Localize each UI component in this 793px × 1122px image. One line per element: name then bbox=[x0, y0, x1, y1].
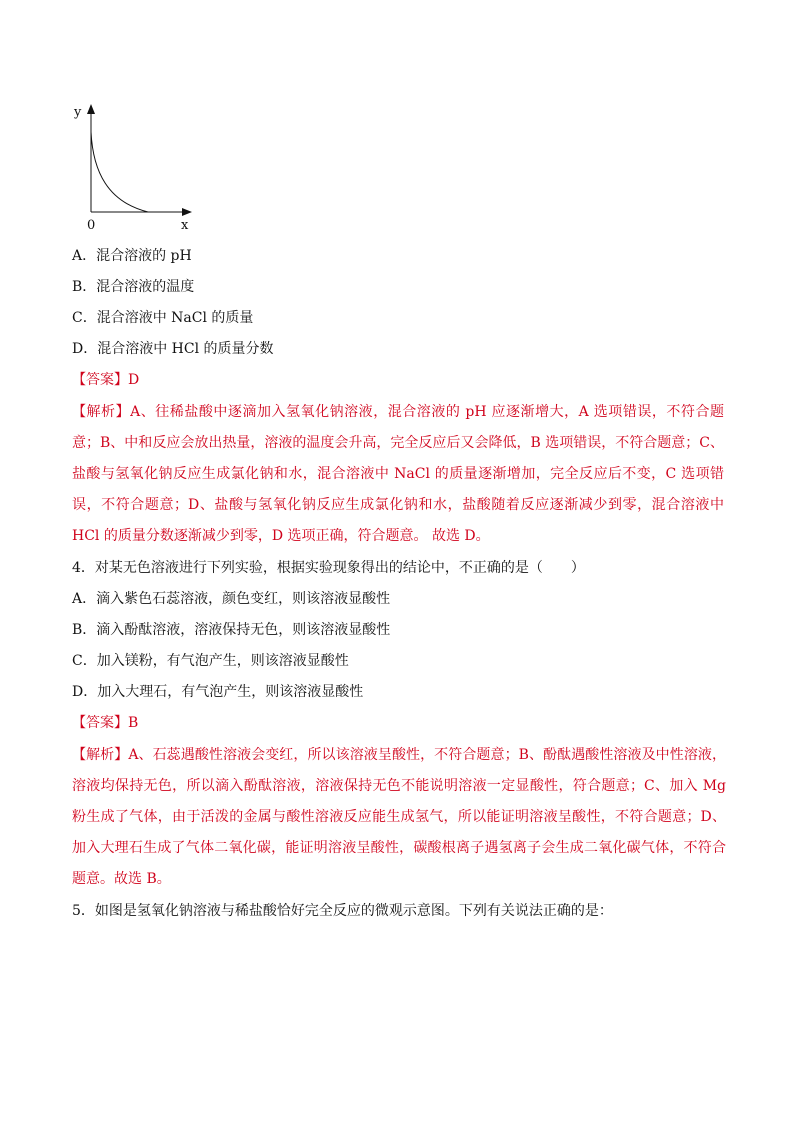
x-axis-arrow bbox=[182, 208, 192, 216]
q4-option-a: A．滴入紫色石蕊溶液，颜色变红，则该溶液显酸性 bbox=[72, 591, 391, 607]
y-axis-arrow bbox=[87, 104, 95, 114]
decreasing-curve bbox=[91, 132, 148, 212]
origin-label: 0 bbox=[87, 218, 96, 233]
q3-option-b: B．混合溶液的温度 bbox=[72, 279, 195, 295]
decreasing-curve-graph bbox=[70, 100, 200, 235]
q4-option-d: D．加入大理石，有气泡产生，则该溶液显酸性 bbox=[72, 684, 364, 700]
q3-answer: 【答案】D bbox=[72, 372, 140, 388]
q4-answer: 【答案】B bbox=[72, 715, 139, 731]
q5-stem: 5．如图是氢氧化钠溶液与稀盐酸恰好完全反应的微观示意图。下列有关说法正确的是： bbox=[72, 903, 613, 919]
q3-option-a: A．混合溶液的 pH bbox=[72, 248, 192, 264]
q4-analysis: 【解析】A、石蕊遇酸性溶液会变红，所以该溶液呈酸性，不符合题意；B、酚酞遇酸性溶液及中性溶液，溶液均保持无色，所以滴入酚酞溶液，溶液保持无色不能说明溶液一定显酸性，符合题意；C、加入 Mg 粉生成了气体，由于活泼的金属与酸性溶液反应能生成氢气，所以能证明溶液呈酸性，不符合题意；D、加入大理石生成了气体二氧化碳，能证明溶液呈酸性，碳酸根离子遇氢离子会生成二氧化碳气体，不符合题意。故选 B。 bbox=[72, 747, 726, 887]
x-axis-label: x bbox=[181, 218, 189, 233]
q4-option-b: B．滴入酚酞溶液，溶液保持无色，则该溶液显酸性 bbox=[72, 622, 391, 638]
q3-option-c: C．混合溶液中 NaCl 的质量 bbox=[72, 310, 254, 326]
q3-option-d: D．混合溶液中 HCl 的质量分数 bbox=[72, 341, 274, 357]
q4-stem: 4．对某无色溶液进行下列实验，根据实验现象得出的结论中，不正确的是（ ） bbox=[72, 560, 585, 576]
q4-option-c: C．加入镁粉，有气泡产生，则该溶液显酸性 bbox=[72, 653, 349, 669]
q3-analysis: 【解析】A、往稀盐酸中逐滴加入氢氧化钠溶液，混合溶液的 pH 应逐渐增大，A 选项错误，不符合题意；B、中和反应会放出热量，溶液的温度会升高，完全反应后又会降低，B 选项错误，不符合题意；C、盐酸与氢氧化钠反应生成氯化钠和水，混合溶液中 NaCl 的质量逐渐增加，完全反应后不变，C 选项错误，不符合题意；D、盐酸与氢氧化钠反应生成氯化钠和水，盐酸随着反应逐渐减少到零，混合溶液中 HCl 的质量分数逐渐减少到零，D 选项正确，符合题意。 故选 D。 bbox=[72, 404, 724, 544]
y-axis-label: y bbox=[74, 105, 82, 120]
